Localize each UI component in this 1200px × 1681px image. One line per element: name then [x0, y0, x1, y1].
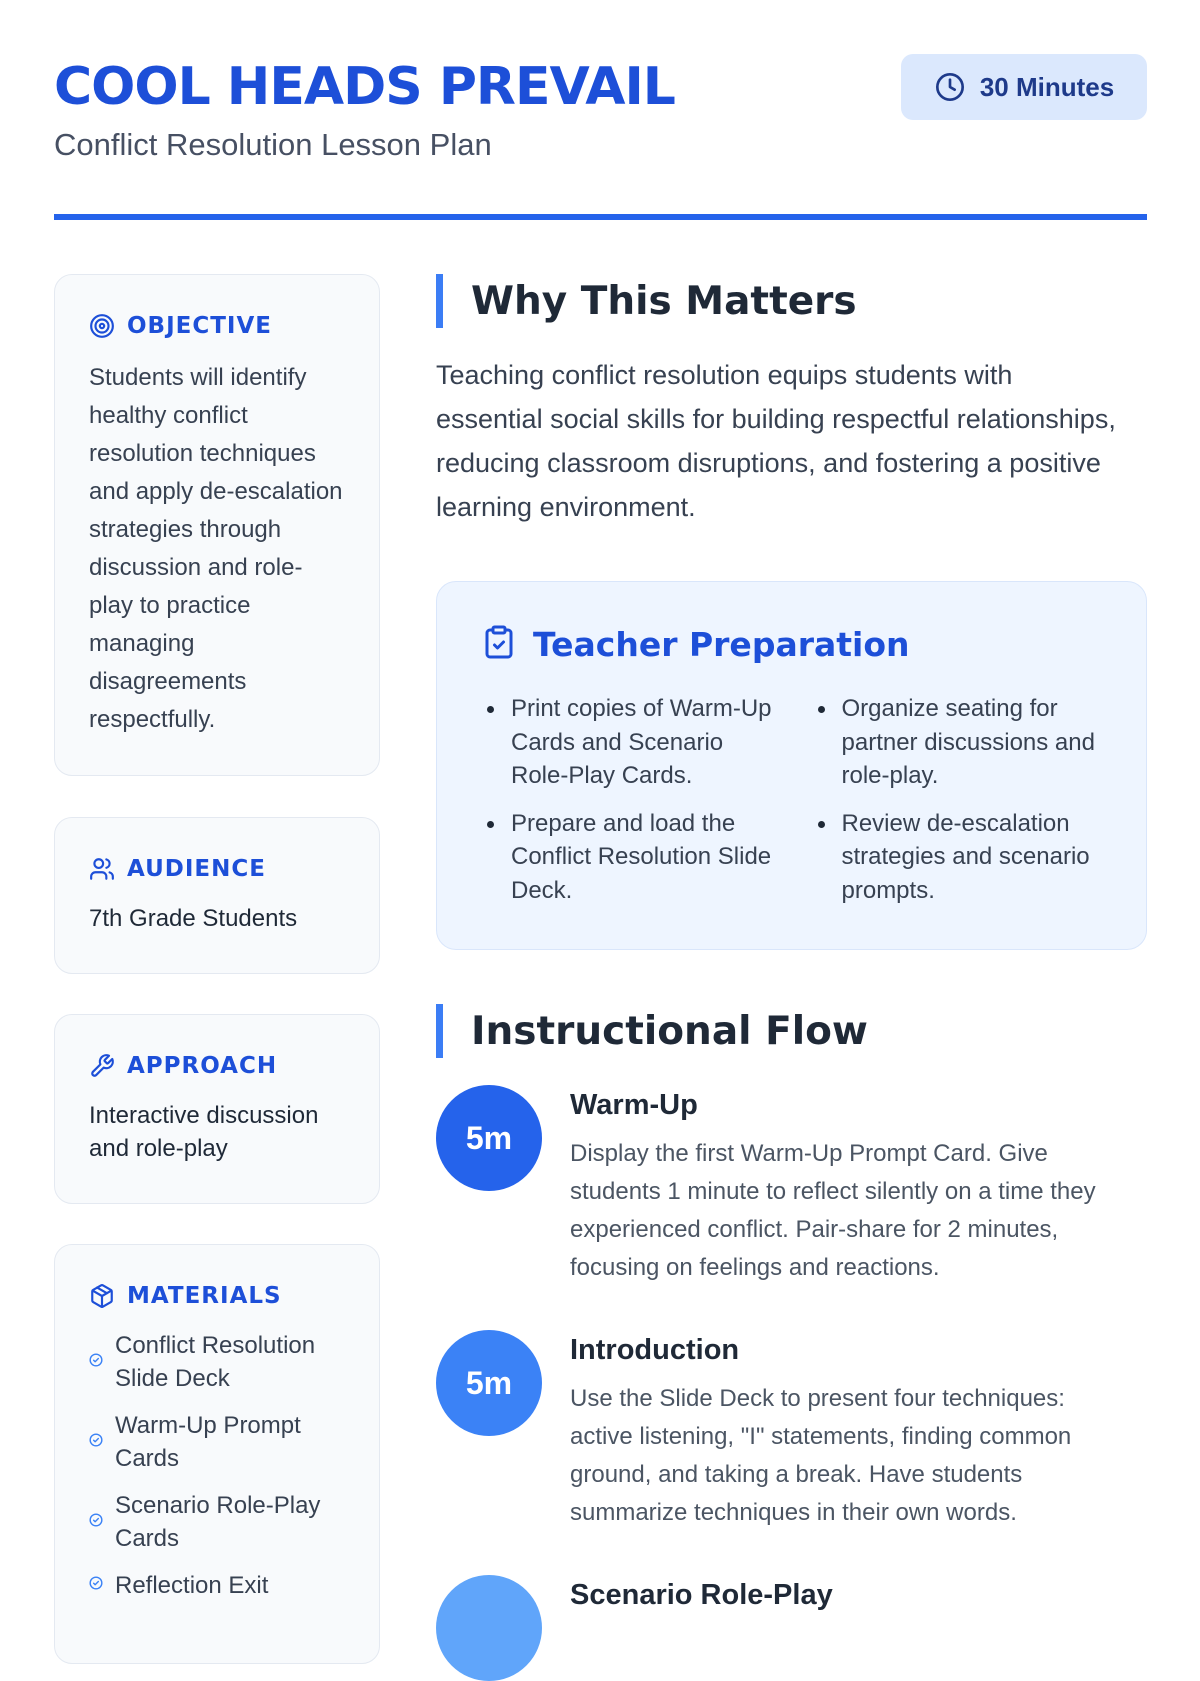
- why-section-header: [436, 274, 857, 328]
- list-item: [89, 1489, 345, 1555]
- teacher-preparation-box: [436, 581, 1147, 950]
- duration-label: 30 Minutes: [979, 71, 1115, 102]
- prep-header: [481, 622, 1112, 666]
- audience-card: [54, 817, 380, 974]
- step-time-badge: 5m: [436, 1085, 542, 1191]
- page-subtitle: Conflict Resolution Lesson Plan: [54, 127, 492, 162]
- check-circle-icon: [89, 1353, 103, 1372]
- audience-title: AUDIENCE: [127, 856, 266, 882]
- audience-card-header: [89, 854, 345, 884]
- approach-card-header: [89, 1051, 345, 1081]
- step-body: [570, 1085, 1130, 1287]
- flow-section-header: [436, 1004, 868, 1058]
- list-item: Organize seating for partner discussions and role-play.: [812, 692, 1113, 793]
- materials-list: [89, 1329, 345, 1602]
- approach-card: [54, 1014, 380, 1204]
- objective-card-header: [89, 311, 345, 341]
- clock-icon: [934, 71, 966, 103]
- step-time-badge: [436, 1575, 542, 1681]
- header-divider: [54, 214, 1147, 220]
- list-item: Print copies of Warm-Up Cards and Scenario Role-Play Cards.: [481, 692, 782, 793]
- wrench-icon: [89, 1053, 115, 1079]
- objective-text: Students will identify healthy conflict resolution techniques and apply de-escalation strategies through discussion and role-play to practice managing disagreements respectfully.: [89, 364, 343, 733]
- approach-title: APPROACH: [127, 1053, 278, 1079]
- step-body: [570, 1575, 1130, 1613]
- material-label: Warm-Up Prompt Cards: [115, 1412, 301, 1472]
- step-title: Warm-Up: [570, 1089, 698, 1121]
- approach-text: Interactive discussion and role-play: [89, 1102, 319, 1162]
- lesson-plan-page: [54, 0, 1147, 1611]
- list-item: Review de-escalation strategies and scenario prompts.: [812, 807, 1113, 908]
- why-text: Teaching conflict resolution equips students with essential social skills for building respectful relationships, reducing classroom disruptions, and fostering a positive learning environment.: [436, 360, 1116, 522]
- check-circle-icon: [89, 1433, 103, 1452]
- materials-title: MATERIALS: [127, 1283, 282, 1309]
- objective-card: [54, 274, 380, 776]
- material-label: Conflict Resolution Slide Deck: [115, 1332, 316, 1392]
- list-item: [89, 1409, 345, 1475]
- page-title: COOL HEADS PREVAIL: [54, 57, 675, 117]
- step-title: Scenario Role-Play: [570, 1579, 833, 1611]
- prep-title: Teacher Preparation: [533, 624, 910, 664]
- why-title: Why This Matters: [471, 278, 857, 324]
- material-label: Scenario Role-Play Cards: [115, 1492, 321, 1552]
- audience-text: 7th Grade Students: [89, 905, 298, 932]
- materials-card-header: [89, 1281, 345, 1311]
- step-title: Introduction: [570, 1334, 740, 1366]
- material-label: Reflection Exit: [115, 1572, 269, 1599]
- clipboard-check-icon: [481, 624, 517, 665]
- list-item: [89, 1329, 345, 1395]
- target-icon: [89, 313, 115, 339]
- users-icon: [89, 856, 115, 882]
- prep-list: [481, 692, 1112, 907]
- check-circle-icon: [89, 1576, 103, 1595]
- list-item: Prepare and load the Conflict Resolution Slide Deck.: [481, 807, 782, 908]
- package-icon: [89, 1283, 115, 1309]
- check-circle-icon: [89, 1513, 103, 1532]
- list-item: [89, 1569, 345, 1602]
- objective-title: OBJECTIVE: [127, 313, 272, 339]
- duration-badge: [901, 54, 1147, 120]
- materials-card: [54, 1244, 380, 1664]
- step-time-badge: 5m: [436, 1330, 542, 1436]
- flow-title: Instructional Flow: [471, 1008, 868, 1054]
- header: [54, 52, 1147, 220]
- step-description: Use the Slide Deck to present four techniques: active listening, "I" statements, finding common ground, and taking a break. Have students summarize techniques in their own words.: [570, 1385, 1072, 1526]
- step-description: Display the first Warm-Up Prompt Card. Give students 1 minute to reflect silently on a time they experienced conflict. Pair-share for 2 minutes, focusing on feelings and reactions.: [570, 1140, 1096, 1281]
- step-body: [570, 1330, 1130, 1532]
